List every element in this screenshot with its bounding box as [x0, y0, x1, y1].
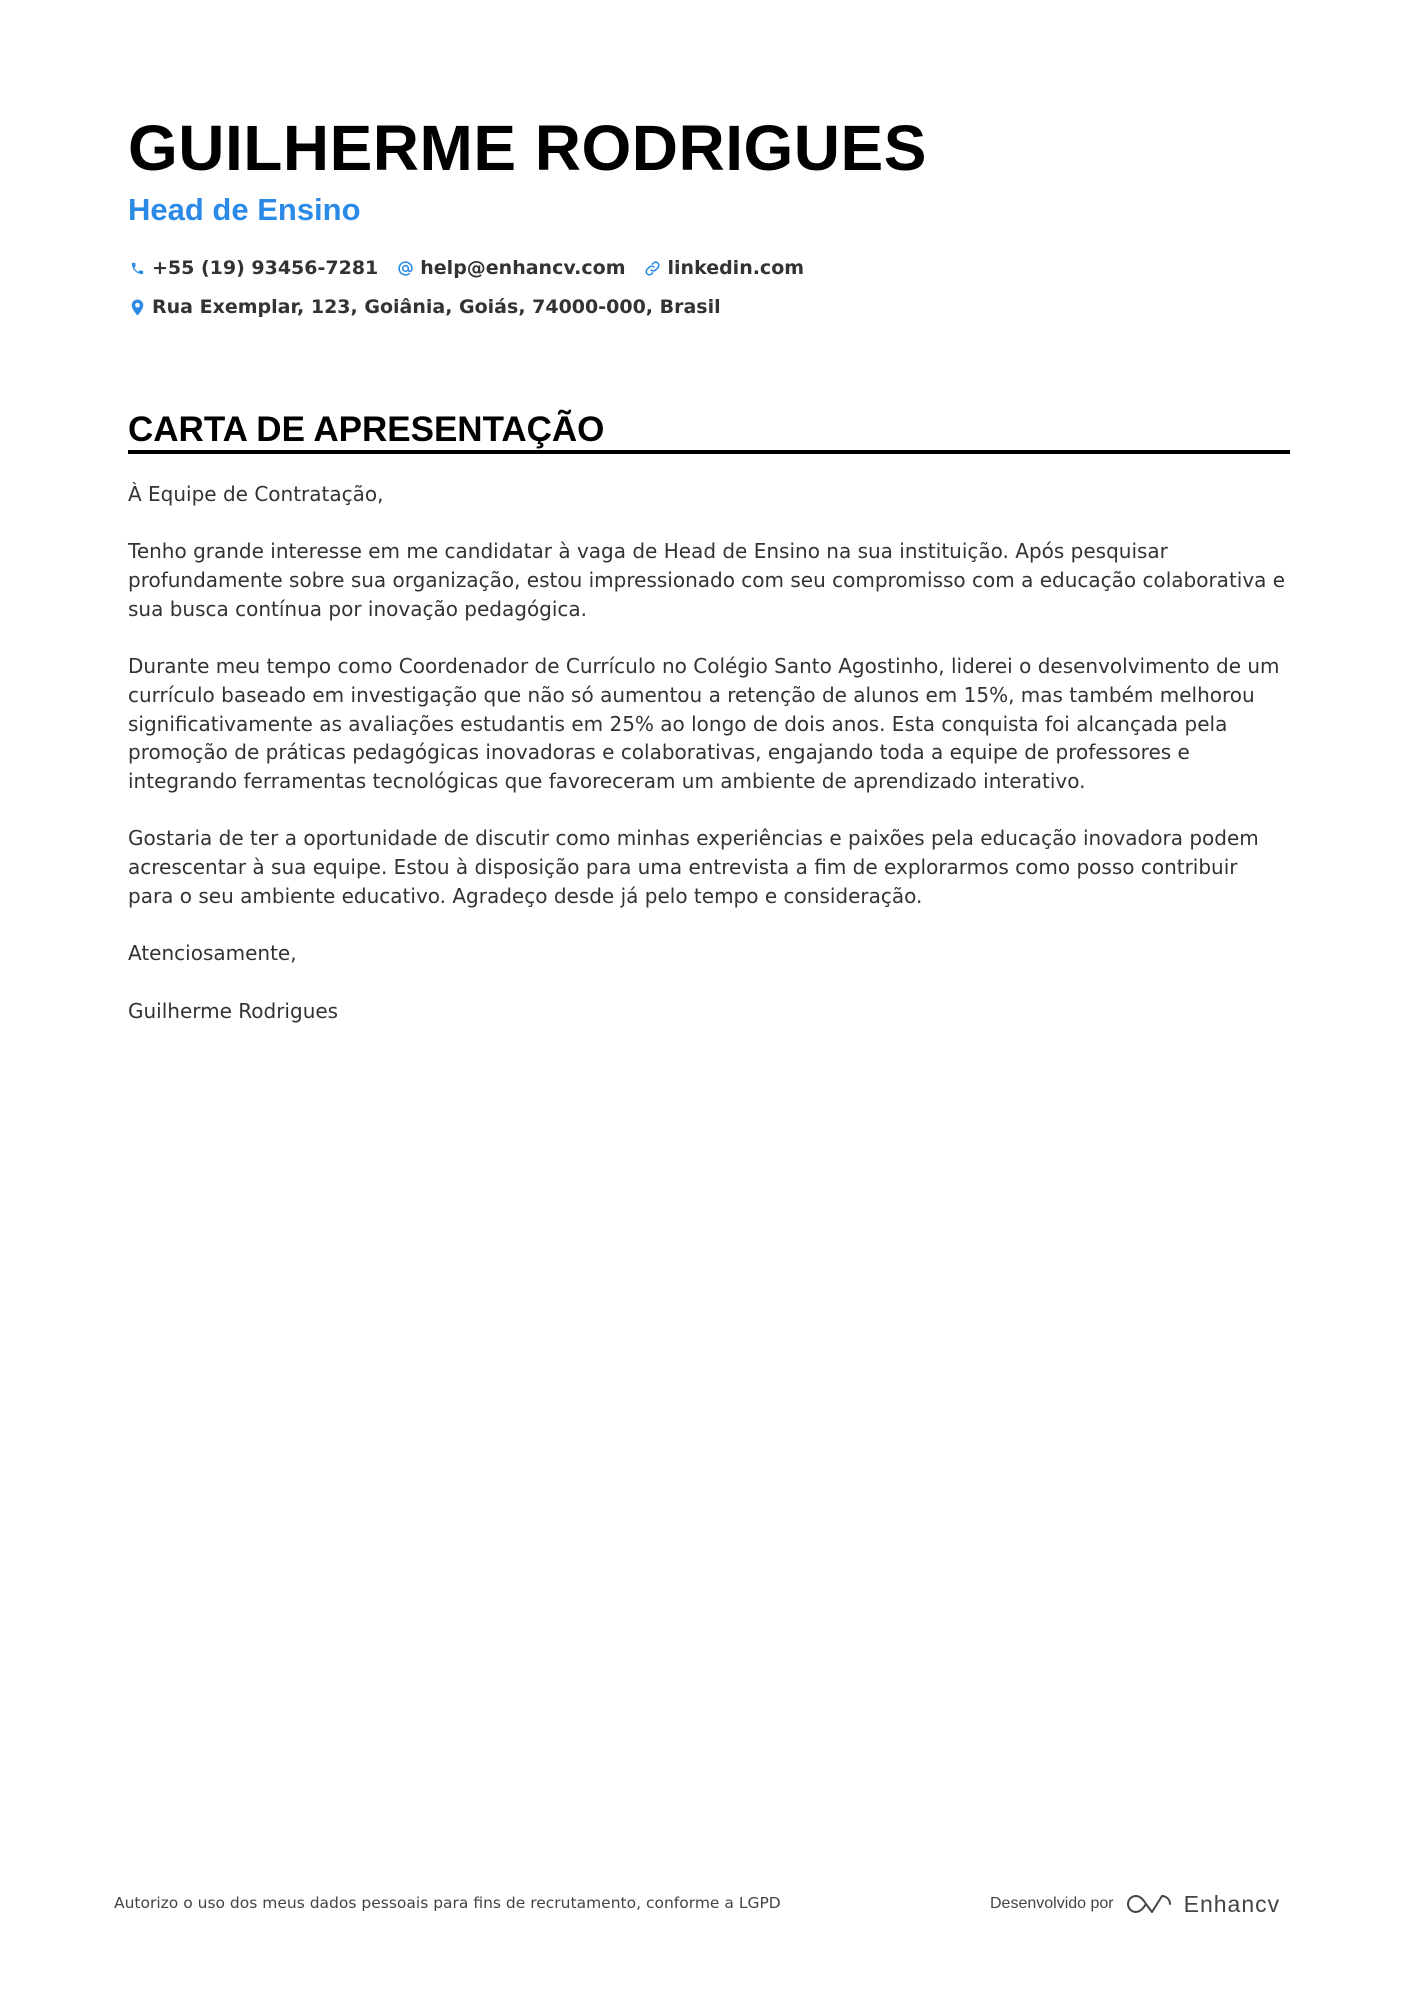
job-title: Head de Ensino	[128, 192, 361, 227]
contact-row	[128, 254, 822, 282]
email-text[interactable]: help@enhancv.com	[420, 257, 626, 279]
address-text: Rua Exemplar, 123, Goiânia, Goiás, 74000-000, Brasil	[152, 296, 721, 318]
section-title: CARTA DE APRESENTAÇÃO	[128, 410, 605, 449]
contact-address	[128, 296, 721, 318]
enhancv-logo-icon	[1126, 1891, 1174, 1917]
brand-name: Enhancv	[1183, 1890, 1281, 1917]
letter-signature: Guilherme Rodrigues	[128, 998, 339, 1023]
phone-text: +55 (19) 93456-7281	[152, 257, 379, 279]
letter-closing: Atenciosamente,	[128, 941, 297, 966]
link-text[interactable]: linkedin.com	[667, 257, 805, 279]
at-icon	[396, 259, 414, 277]
letter-paragraph: Gostaria de ter a oportunidade de discutir como minhas experiências e paixões pela educação inovadora podem acrescentar à sua equipe. Estou à disposição para uma entrevista a fim de explorarmos como posso contribuir para o seu ambiente educativo. Agradeço desde já pelo tempo e consideração.	[128, 826, 1259, 908]
location-pin-icon	[128, 298, 146, 316]
link-icon	[644, 259, 662, 277]
contact-email[interactable]	[396, 257, 625, 279]
letter-body	[128, 480, 1288, 1054]
address-row	[128, 293, 739, 321]
candidate-name: GUILHERME RODRIGUES	[128, 112, 927, 184]
letter-paragraph: Tenho grande interesse em me candidatar à vaga de Head de Ensino na sua instituição. Após pesquisar profundamente sobre sua organização, estou impressionado com seu compromisso com a educação colaborativa e sua busca contínua por inovação pedagógica.	[128, 539, 1286, 621]
footer-brand[interactable]	[990, 1887, 1280, 1921]
contact-link[interactable]	[644, 257, 805, 279]
contact-phone	[128, 257, 378, 279]
letter-paragraph: Durante meu tempo como Coordenador de Currículo no Colégio Santo Agostinho, liderei o desenvolvimento de um currículo baseado em investigação que não só aumentou a retenção de alunos em 15%, mas também melhorou significativamente as avaliações estudantis em 25% ao longo de dois anos. Esta conquista foi alcançada pela promoção de práticas pedagógicas inovadoras e colaborativas, engajando toda a equipe de professores e integrando ferramentas tecnológicas que favoreceram um ambiente de aprendizado interativo.	[128, 654, 1280, 793]
phone-icon	[128, 259, 146, 277]
letter-greeting: À Equipe de Contratação,	[128, 482, 384, 506]
footer-consent: Autorizo o uso dos meus dados pessoais para fins de recrutamento, conforme a LGPD	[114, 1894, 781, 1912]
built-by-label: Desenvolvido por	[990, 1895, 1114, 1912]
section-divider	[128, 450, 1290, 454]
